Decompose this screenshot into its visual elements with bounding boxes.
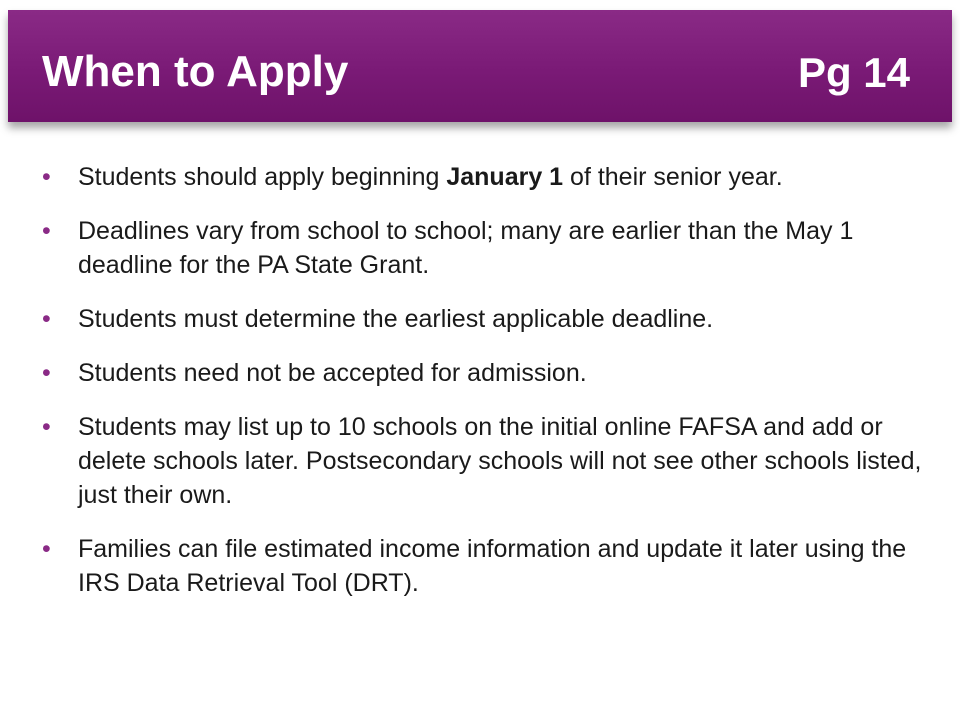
bullet-bold-text: January 1	[446, 163, 564, 191]
bullet-list	[42, 160, 922, 620]
bullet-icon: •	[42, 359, 51, 387]
bullet-item	[42, 410, 922, 512]
bullet-icon: •	[42, 535, 51, 563]
bullet-text: Families can file estimated income information and update it later using the IRS Data Retrieval Tool (DRT).	[78, 535, 907, 597]
page-reference: Pg 14	[797, 49, 910, 96]
bullet-item	[42, 356, 922, 390]
bullet-text: Deadlines vary from school to school; many are earlier than the May 1 deadline for the PA State Grant.	[78, 217, 854, 279]
bullet-text: Students should apply beginning	[78, 163, 447, 191]
bullet-item	[42, 302, 922, 336]
bullet-icon: •	[42, 163, 51, 191]
bullet-text: of their senior year.	[563, 163, 783, 191]
bullet-icon: •	[42, 305, 51, 333]
slide-title: When to Apply	[42, 47, 349, 96]
bullet-item	[42, 214, 922, 282]
bullet-text: Students need not be accepted for admission.	[78, 359, 587, 387]
bullet-icon: •	[42, 217, 51, 245]
bullet-icon: •	[42, 413, 51, 441]
bullet-text: Students must determine the earliest applicable deadline.	[78, 305, 714, 333]
bullet-text: Students may list up to 10 schools on the initial online FAFSA and add or delete schools later. Postsecondary schools will not see other schools listed, just their own.	[78, 413, 922, 509]
bullet-item	[42, 532, 922, 600]
bullet-item	[42, 160, 922, 194]
title-banner	[8, 10, 952, 122]
